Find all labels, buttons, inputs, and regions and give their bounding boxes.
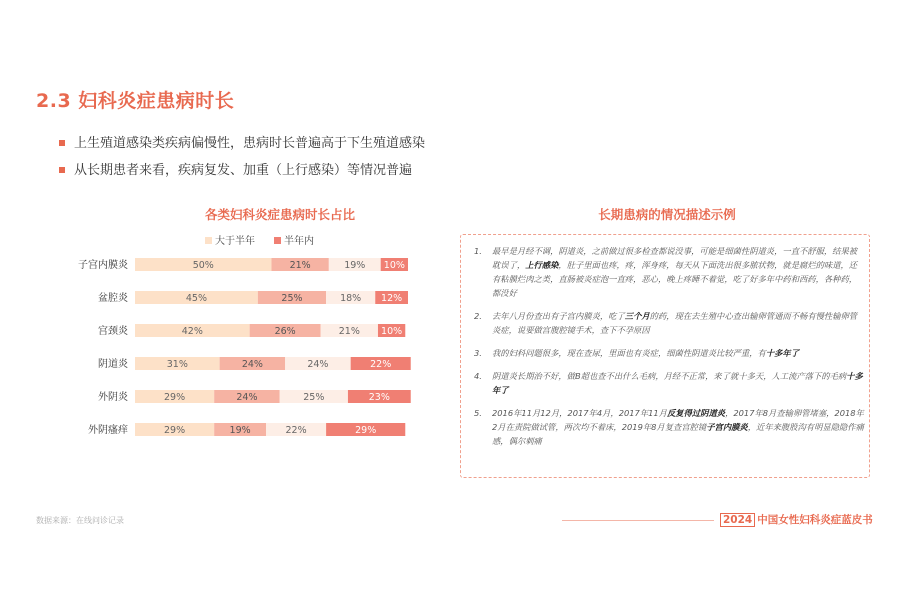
case-text: 我的妇科问题很多，现在查尿，里面也有炎症，细菌性阴道炎比较严重，有 [492, 348, 766, 358]
data-label: 12% [381, 293, 403, 304]
data-label: 22% [370, 359, 392, 370]
case-text: 的药，现在去生殖中心查出输卵管通而不畅有慢性输卵管炎症，说要做宫腹腔镜手术，查下不孕原因 [492, 311, 858, 335]
case-number: 2. [474, 311, 482, 321]
data-label: 19% [229, 425, 251, 436]
data-label: 10% [381, 326, 403, 337]
chart-title: 各类妇科炎症患病时长占比 [204, 207, 355, 222]
data-label: 22% [285, 425, 307, 436]
case-number: 4. [474, 371, 482, 381]
data-label: 21% [338, 326, 360, 337]
data-label: 29% [164, 392, 186, 403]
category-label: 盆腔炎 [98, 293, 128, 304]
data-label: 50% [192, 260, 214, 271]
data-label: 26% [274, 326, 296, 337]
case-highlight: 子宫内膜炎 [706, 422, 748, 432]
data-label: 23% [368, 392, 390, 403]
case-highlight: 三个月 [624, 311, 650, 321]
data-label: 29% [355, 425, 377, 436]
case-text: 阴道炎长期治不好，做B超也查不出什么毛病，月经不正常，来了就十多天，人工流产落下的毛病 [492, 371, 847, 381]
case-list [474, 244, 864, 457]
footer-divider [562, 520, 714, 521]
data-label: 21% [289, 260, 311, 271]
legend-label: 大于半年 [215, 236, 255, 247]
case-number: 3. [474, 348, 482, 358]
case-highlight: 上行感染 [525, 260, 559, 270]
category-label: 阴道炎 [98, 359, 128, 370]
case-item [474, 244, 864, 300]
case-text: ，近年来腹股沟有明显隐隐作痛感，偶尔刺痛 [492, 422, 864, 446]
data-label: 24% [307, 359, 329, 370]
case-text: ，2017年8月查输卵管堵塞，2018年2月在责院做试管，两次均不着床，2019年8月复查宫腔镜 [492, 408, 864, 432]
case-item [474, 346, 864, 360]
bullet-text: 上生殖道感染类疾病偏慢性，患病时长普遍高于下生殖道感染 [74, 136, 426, 151]
case-highlight: 反复得过阴道炎 [666, 408, 726, 418]
case-text: 去年八月份查出有子宫内膜炎，吃了 [492, 311, 625, 321]
category-label: 外阴炎 [98, 392, 128, 403]
bullet-text: 从长期患者来看，疾病复发、加重（上行感染）等情况普遍 [74, 163, 413, 178]
case-item [474, 369, 864, 397]
case-text: ，肚子里面也疼，疼，浑身疼，每天从下面洗出很多脓状物，就是腐烂的味道，还有粘膜烂肉之类，直肠被炎症泡一直疼，恶心，晚上疼睡不着觉，吃了好多年中药和西药，各种药，都没好 [492, 260, 858, 298]
footer-year: 2024 [720, 513, 755, 527]
data-label: 29% [164, 425, 186, 436]
case-item [474, 406, 864, 448]
case-text: 2016年11月12月，2017年4月，2017年11月 [492, 408, 667, 418]
data-source: 数据来源：在线问诊记录 [36, 516, 124, 525]
data-label: 10% [383, 260, 405, 271]
data-label: 19% [344, 260, 366, 271]
case-number: 1. [474, 246, 482, 256]
legend-label: 半年内 [284, 236, 314, 247]
case-highlight: 十多年了 [765, 348, 800, 358]
case-text: 最早是月经不调，阴道炎，之前做过很多检查都说没事，可能是细菌性阴道炎，一直不舒服，结果被耽误了， [492, 246, 858, 270]
data-label: 45% [185, 293, 207, 304]
footer-brand [720, 512, 873, 527]
data-label: 24% [236, 392, 258, 403]
data-label: 24% [241, 359, 263, 370]
case-item [474, 309, 864, 337]
category-label: 子宫内膜炎 [78, 260, 128, 271]
data-label: 18% [340, 293, 362, 304]
data-label: 25% [303, 392, 325, 403]
category-label: 外阴瘙痒 [88, 425, 128, 436]
page-title: 2.3 妇科炎症患病时长 [36, 90, 235, 112]
case-number: 5. [474, 408, 482, 418]
data-label: 31% [166, 359, 188, 370]
category-label: 宫颈炎 [98, 326, 128, 337]
data-label: 42% [181, 326, 203, 337]
data-label: 25% [281, 293, 303, 304]
panel-title: 长期患病的情况描述示例 [598, 207, 736, 222]
case-highlight: 十多年了 [492, 371, 863, 395]
footer-brand-name: 中国女性妇科炎症蓝皮书 [757, 514, 873, 526]
